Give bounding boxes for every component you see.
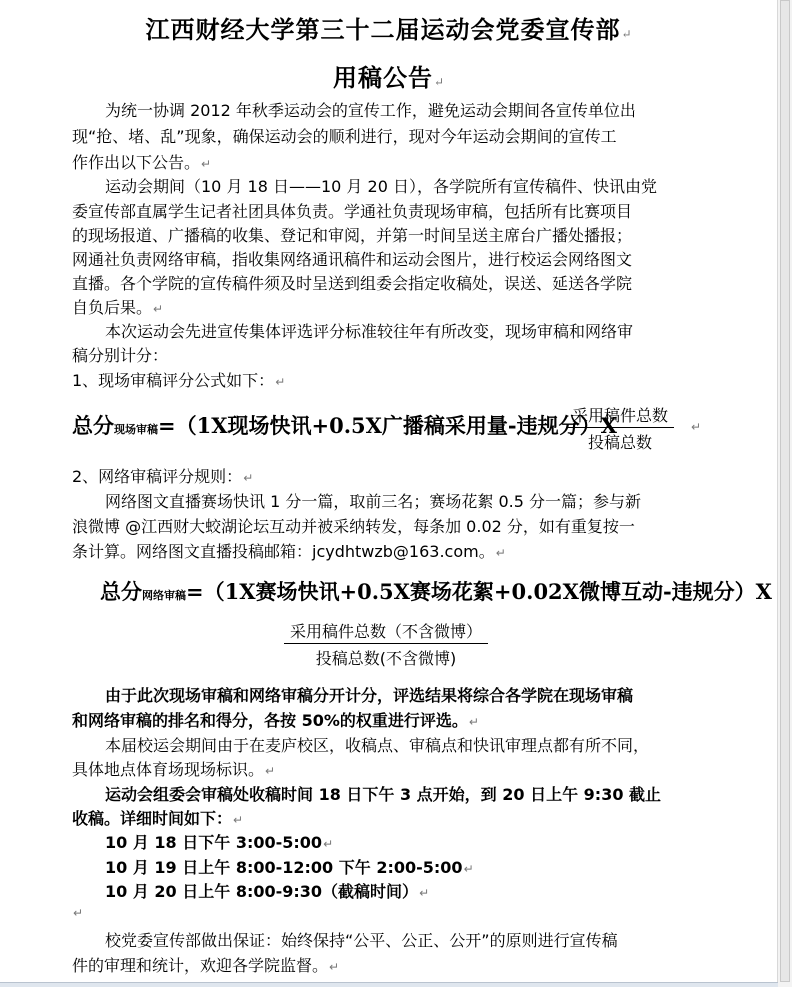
para5-line2: 和网络审稿的排名和得分，各按 50%的权重进行评选。↵ (72, 711, 479, 730)
para8-line2: 件的审理和统计，欢迎各学院监督。↵ (72, 956, 340, 975)
formula-online-denominator: 投稿总数(不含微博) (315, 649, 457, 668)
para2-line4: 网通社负责网络审稿，指收集网络通讯稿件和运动会图片，进行校运会网络图文 (72, 250, 633, 269)
schedule-item: 10 月 18 日下午 3:00-5:00↵ (105, 833, 334, 852)
para4-line2: 浪微博 @江西财大蛟湖论坛互动并被采纳转发，每条加 0.02 分，如有重复按一 (72, 517, 635, 536)
para8-line1: 校党委宣传部做出保证：始终保持“公平、公正、公开”的原则进行宣传稿 (105, 931, 618, 950)
para5-line1: 由于此次现场审稿和网络审稿分开计分，评选结果将综合各学院在现场审稿 (105, 686, 634, 705)
paragraph-mark: ↵ (73, 906, 84, 920)
para4-line1: 网络图文直播赛场快讯 1 分一篇，取前三名；赛场花絮 0.5 分一篇；参与新 (105, 492, 641, 511)
document-title-line1: 江西财经大学第三十二届运动会党委宣传部↵ (145, 15, 633, 44)
para7-line1: 运动会组委会审稿处收稿时间 18 日下午 3 点开始，到 20 日上午 9:30 截止 (105, 785, 662, 804)
vertical-scrollbar[interactable] (777, 0, 792, 987)
para1-line3: 作作出以下公告。↵ (72, 153, 212, 172)
para1-line2: 现“抢、堵、乱”现象，确保运动会的顺利进行，现对今年运动会期间的宣传工 (72, 127, 617, 146)
para3-line2: 稿分别计分： (72, 346, 169, 365)
para1-line1: 为统一协调 2012 年秋季运动会的宣传工作，避免运动会期间各宣传单位出 (105, 101, 636, 120)
formula-online-fraction (284, 619, 488, 669)
formula-onsite-denominator: 投稿总数 (588, 433, 653, 452)
formula-onsite-numerator: 采用稿件总数 (566, 403, 674, 428)
formula-onsite: 总分现场审稿=（1X现场快讯+0.5X广播稿采用量-违规分）X (72, 413, 617, 438)
schedule-item: 10 月 19 日上午 8:00-12:00 下午 2:00-5:00↵ (105, 858, 474, 877)
para2-line2: 委宣传部直属学生记者社团具体负责。学通社负责现场审稿，包括所有比赛项目 (72, 202, 633, 221)
paragraph-mark: ↵ (691, 420, 702, 434)
para2-line3: 的现场报道、广播稿的收集、登记和审阅，并第一时间呈送主席台广播处播报； (72, 226, 633, 245)
para7-line2: 收稿。详细时间如下：↵ (72, 809, 244, 828)
item2-heading: 2、网络审稿评分规则：↵ (72, 467, 254, 486)
para3-line1: 本次运动会先进宣传集体评选评分标准较往年有所改变，现场审稿和网络审 (105, 322, 634, 341)
formula-online-numerator: 采用稿件总数（不含微博） (284, 619, 488, 644)
para6-line1: 本届校运会期间由于在麦庐校区，收稿点、审稿点和快讯审理点都有所不同， (105, 736, 650, 755)
formula-onsite-fraction (566, 403, 674, 453)
para6-line2: 具体地点体育场现场标识。↵ (72, 760, 276, 779)
item1-heading: 1、现场审稿评分公式如下：↵ (72, 371, 286, 390)
para2-line5: 直播。各个学院的宣传稿件须及时呈送到组委会指定收稿处，误送、延送各学院 (72, 274, 633, 293)
schedule-item: 10 月 20 日上午 8:00-9:30（截稿时间）↵ (105, 882, 430, 901)
para4-line3: 条计算。网络图文直播投稿邮箱：jcydhtwzb@163.com。↵ (72, 542, 506, 561)
bottom-edge (0, 982, 778, 987)
para2-line1: 运动会期间（10 月 18 日——10 月 20 日），各学院所有宣传稿件、快讯由党 (105, 177, 657, 196)
para2-line6: 自负后果。↵ (72, 298, 164, 317)
formula-online: 总分网络审稿=（1X赛场快讯+0.5X赛场花絮+0.02X微博互动-违规分）X (100, 579, 772, 604)
document-title-line2: 用稿公告↵ (332, 63, 446, 92)
scrollbar-thumb[interactable] (780, 0, 790, 982)
